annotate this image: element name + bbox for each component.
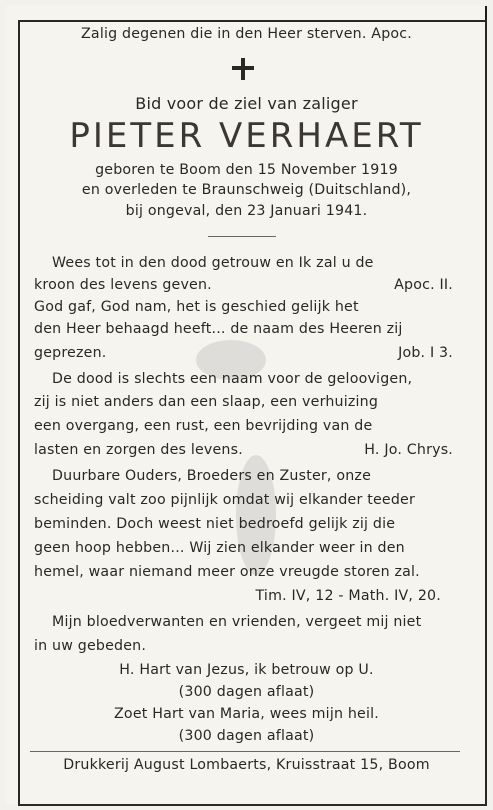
request-line1: Mijn bloedverwanten en vrienden, vergeet mij niet [52, 614, 422, 630]
quote3-line3: een overgang, een rust, een bevrijding van de [34, 418, 373, 434]
quote1-line1: Wees tot in den dood getrouw en Ik zal u de [52, 255, 374, 271]
quote2-ref: Job. I 3. [398, 345, 453, 361]
quote2-text: geprezen. [34, 345, 107, 361]
footer-divider [30, 751, 460, 752]
prayer2-indulgence: (300 dagen aflaat) [178, 728, 315, 744]
deceased-name: PIETER VERHAERT [69, 116, 424, 156]
quote4-line3: beminden. Doch weest niet bedroefd gelijk zij die [34, 516, 396, 532]
quote2-line2: den Heer behaagd heeft... de naam des Heeren zij [34, 321, 403, 337]
quote4-line4: geen hoop hebben... Wij zien elkander weer in den [34, 540, 405, 556]
prayer1-indulgence: (300 dagen aflaat) [178, 684, 315, 700]
intro-text: Bid voor de ziel van zaliger [135, 94, 358, 113]
prayer2-text: Zoet Hart van Maria, wees mijn heil. [114, 706, 379, 722]
printer-line: Drukkerij August Lombaerts, Kruisstraat 15, Boom [63, 757, 430, 773]
quote3-ref: H. Jo. Chrys. [364, 442, 453, 458]
quote3-line2: zij is niet anders dan een slaap, een verhuizing [34, 394, 379, 410]
quote4-ref: Tim. IV, 12 - Math. IV, 20. [255, 588, 441, 604]
prayer1-text: H. Hart van Jezus, ik betrouw op U. [119, 662, 374, 678]
quote2-line3 [0, 343, 493, 363]
divider [208, 236, 276, 237]
death-line: en overleden te Braunschweig (Duitschland), [81, 182, 412, 198]
quote4-line1: Duurbare Ouders, Broeders en Zuster, onze [52, 468, 371, 484]
quote3-line4 [0, 440, 493, 460]
quote2-line1: God gaf, God nam, het is geschied gelijk het [34, 299, 359, 315]
quote1-text: kroon des levens geven. [34, 277, 212, 293]
quote3-line1: De dood is slechts een naam voor de geloovigen, [52, 371, 413, 387]
header-verse: Zalig degenen die in den Heer sterven. Apoc. [81, 26, 412, 42]
quote4-line2: scheiding valt zoo pijnlijk omdat wij elkander teeder [34, 492, 416, 508]
quote1-ref: Apoc. II. [394, 277, 453, 293]
accident-line: bij ongeval, den 23 Januari 1941. [125, 203, 368, 219]
birth-line: geboren te Boom den 15 November 1919 [95, 162, 398, 178]
cross-icon [232, 58, 254, 80]
quote4-line5: hemel, waar niemand meer onze vreugde storen zal. [34, 564, 420, 580]
request-line2: in uw gebeden. [34, 638, 147, 654]
quote3-text: lasten en zorgen des levens. [34, 442, 243, 458]
quote1-line2 [0, 275, 493, 295]
